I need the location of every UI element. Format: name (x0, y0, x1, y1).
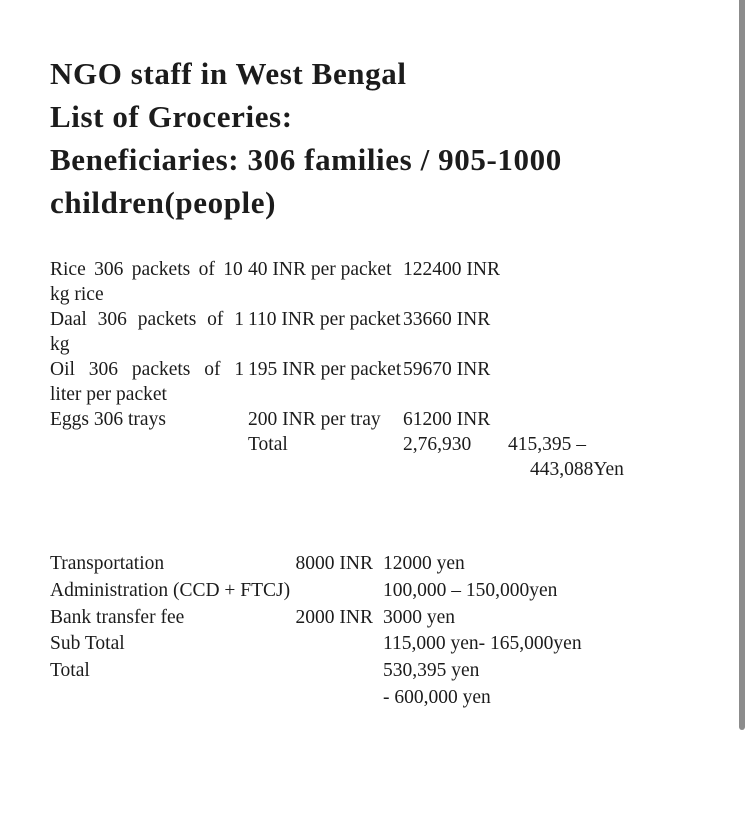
unit-price-cell: 110 INR per packet (248, 309, 401, 330)
grocery-item-cell: Rice 306 packets of 10 kg rice (50, 259, 243, 305)
amount-inr-cell: 59670 INR (403, 359, 491, 380)
heading-line-subtitle: List of Groceries: (50, 99, 293, 134)
cost-row-transportation (50, 551, 710, 578)
cost-yen: 530,395 yen - 600,000 yen (383, 660, 491, 708)
unit-price-cell: 40 INR per packet (248, 259, 392, 280)
grocery-row-eggs (50, 407, 710, 432)
cost-summary (50, 551, 710, 708)
cost-yen: 3000 yen (383, 606, 456, 628)
cost-label: Transportation (50, 553, 165, 574)
grocery-total-label: Total (248, 434, 288, 455)
heading-line-beneficiaries-wrap: children(people) (50, 185, 277, 220)
cost-label: Administration (CCD + FTCJ) (50, 579, 291, 601)
cost-row-bank-transfer-fee (50, 605, 710, 632)
grocery-item-cell: Eggs 306 trays (50, 409, 166, 430)
grocery-row-oil (50, 357, 710, 407)
cost-label: Sub Total (50, 633, 125, 655)
cost-row-administration (50, 578, 710, 605)
cost-label: Bank transfer fee (50, 606, 185, 628)
amount-inr-cell: 61200 INR (403, 409, 491, 430)
grocery-item-cell: Oil 306 packets of 1 liter per packet (50, 359, 245, 405)
unit-price-cell: 195 INR per packet (248, 359, 402, 380)
grocery-item-cell: Daal 306 packets of 1 kg (50, 309, 245, 355)
cost-yen: 12000 yen (383, 553, 465, 574)
unit-price-cell: 200 INR per tray (248, 409, 381, 430)
grocery-total-yen: 415,395 – 443,088Yen (508, 434, 624, 480)
cost-label: Total (50, 660, 90, 682)
cost-inr: 2000 INR (295, 606, 373, 628)
cost-yen: 115,000 yen- 165,000yen (383, 633, 582, 655)
grocery-row-total (50, 432, 710, 482)
vertical-scrollbar-thumb[interactable] (739, 0, 745, 730)
amount-inr-cell: 122400 INR (403, 259, 500, 280)
amount-inr-cell: 33660 INR (403, 309, 491, 330)
document-heading (50, 52, 695, 224)
grocery-row-daal (50, 307, 710, 357)
cost-inr: 8000 INR (295, 553, 373, 574)
cost-row-total (50, 658, 710, 708)
cost-row-sub-total (50, 631, 710, 658)
grocery-row-rice (50, 257, 710, 307)
heading-line-beneficiaries: Beneficiaries: 306 families / 905-1000 (50, 142, 562, 177)
heading-line-title: NGO staff in West Bengal (50, 56, 407, 91)
grocery-table (50, 257, 710, 482)
grocery-total-inr: 2,76,930 (403, 434, 472, 455)
cost-yen: 100,000 – 150,000yen (383, 579, 558, 601)
